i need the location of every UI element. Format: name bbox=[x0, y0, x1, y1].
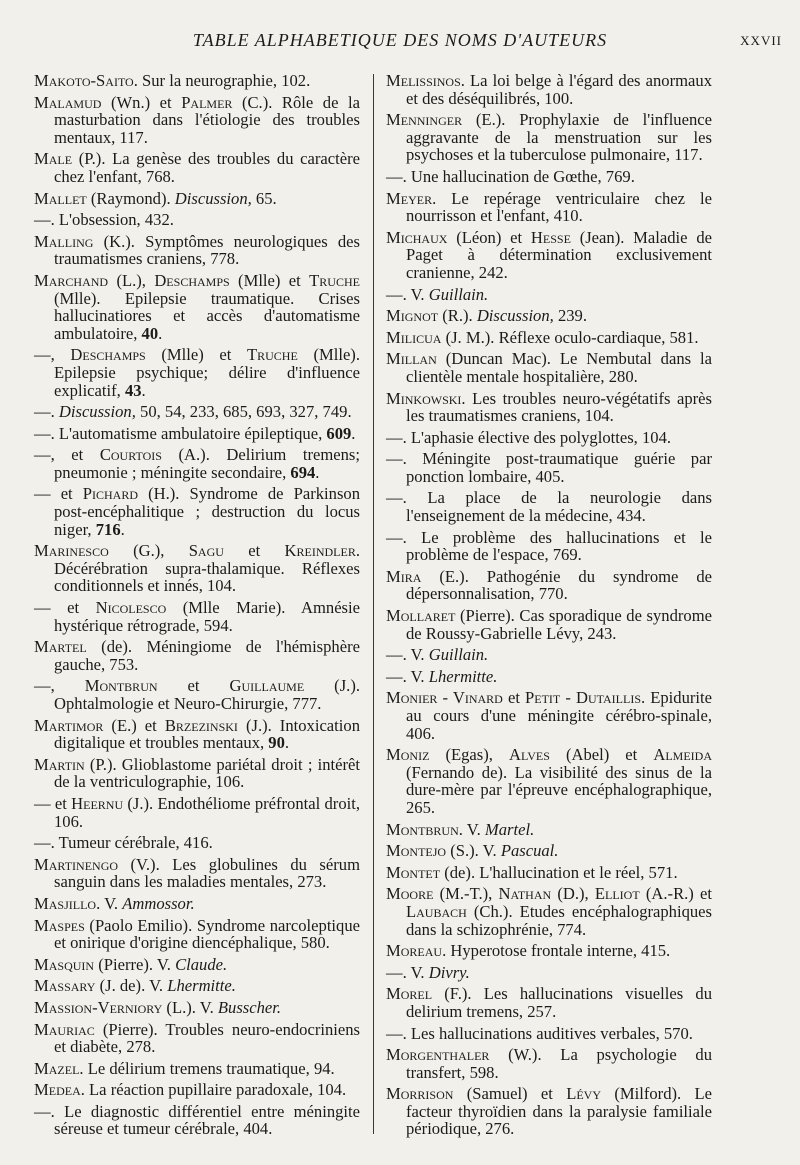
index-entry bbox=[34, 1060, 360, 1078]
index-entry bbox=[386, 842, 712, 860]
index-entry bbox=[386, 985, 712, 1020]
entry-text: (C.). Rôle de la masturbation dans l'étiologie des troubles mentaux, 117. bbox=[54, 92, 360, 147]
italic-text: Lhermitte. bbox=[167, 976, 236, 996]
index-entry bbox=[34, 94, 360, 147]
entry-text: 239. bbox=[553, 306, 587, 326]
index-entry bbox=[386, 885, 712, 938]
entry-text: . bbox=[351, 423, 356, 443]
index-entry bbox=[386, 964, 712, 982]
index-entry bbox=[34, 425, 360, 443]
entry-text: (Paolo Emilio). Syndrome narcoleptique et onirique d'origine diencéphalique, 580. bbox=[54, 915, 360, 953]
author-name: Massary bbox=[34, 976, 96, 996]
entry-text: (de). Méningiome de l'hémisphère gauche, 753. bbox=[54, 637, 360, 674]
bold-page-ref: 43 bbox=[124, 380, 142, 400]
bold-page-ref: 716 bbox=[95, 519, 121, 539]
entry-text: . bbox=[284, 733, 290, 753]
entry-text: (Egas), bbox=[429, 745, 509, 765]
column-divider bbox=[373, 74, 374, 1134]
entry-text: (H.). Syndrome de Parkinson post-encéphalitique ; destruction du locus niger, bbox=[54, 484, 360, 539]
entry-text: (Fernando de). La visibilité des sinus de la dure-mère par l'épreuve encéphalographique, 265. bbox=[406, 762, 712, 817]
author-name: Martel bbox=[34, 637, 87, 657]
entry-text: 65. bbox=[251, 188, 277, 208]
author-name: Makoto-Saito bbox=[34, 71, 134, 90]
entry-text: (J. M.). Réflexe oculo-cardiaque, 581. bbox=[441, 327, 699, 347]
index-entry bbox=[386, 1046, 712, 1081]
author-name: Heernu bbox=[71, 793, 124, 813]
entry-text: —. Tumeur cérébrale, 416. bbox=[34, 833, 213, 853]
author-name: Brzezinski bbox=[164, 715, 238, 735]
entry-text: (J.). Intoxication digitalique et troubles mentaux, bbox=[54, 715, 360, 753]
entry-text: (V.). Les globulines du sérum sanguin dans les maladies mentales, 273. bbox=[54, 854, 360, 892]
entry-text: (de). L'hallucination et le réel, 571. bbox=[440, 862, 678, 882]
entry-text: —. bbox=[34, 402, 59, 422]
index-entry bbox=[34, 190, 360, 208]
entry-text: . Sur la neurographie, 102. bbox=[133, 71, 311, 90]
index-entry bbox=[34, 917, 360, 952]
index-entry bbox=[386, 229, 712, 282]
entry-text: (A.). Delirium tremens; pneumonie ; méningite secondaire, bbox=[54, 445, 361, 482]
entry-text: —. Méningite post-traumatique guérie par ponction lombaire, 405. bbox=[386, 449, 712, 486]
author-name: Meyer bbox=[386, 188, 433, 208]
author-name: Alves bbox=[509, 745, 550, 765]
author-name: Marchand bbox=[34, 270, 109, 290]
bold-page-ref: 40 bbox=[141, 323, 159, 343]
entry-text: — et bbox=[34, 793, 72, 813]
index-entry bbox=[386, 286, 712, 304]
entry-text: (Mlle Marie). Amnésie hystérique rétrograde, 594. bbox=[54, 598, 360, 635]
author-name: Nathan bbox=[498, 884, 552, 904]
entry-text: —. V. bbox=[386, 962, 429, 982]
entry-text: (P.). Glioblastome pariétal droit ; intérêt de la ventriculographie, 106. bbox=[54, 754, 360, 792]
author-name: Mazel bbox=[34, 1058, 80, 1078]
entry-text: (Mlle). Epilepsie traumatique. Crises hallucinatiores et accès d'automatisme ambulatoire, bbox=[54, 288, 360, 343]
index-entry bbox=[386, 190, 712, 225]
author-name: Massion-Verniory bbox=[34, 997, 163, 1017]
italic-text: Claude. bbox=[175, 954, 228, 974]
author-name: Mira bbox=[386, 566, 422, 586]
entry-text: (Mlle) et bbox=[229, 270, 310, 290]
index-entry bbox=[386, 607, 712, 642]
author-name: Moreau bbox=[386, 941, 443, 961]
author-name: Mollaret bbox=[386, 606, 456, 626]
entry-text: — et bbox=[34, 598, 96, 618]
author-name: Menninger bbox=[386, 110, 463, 130]
index-entry bbox=[34, 211, 360, 229]
author-name: Masquin bbox=[34, 954, 95, 974]
page-title: TABLE ALPHABETIQUE DES NOMS D'AUTEURS bbox=[192, 30, 608, 50]
entry-text: (E.) et bbox=[103, 715, 165, 735]
entry-text: (D.), bbox=[551, 884, 595, 904]
index-entry bbox=[34, 677, 360, 712]
italic-text: Discussion, bbox=[58, 402, 136, 422]
entry-text: . bbox=[141, 380, 146, 400]
entry-text: (Ch.). Etudes encéphalographiques dans la schizophrénie, 774. bbox=[406, 901, 712, 939]
entry-text: (G.), bbox=[108, 541, 189, 561]
entry-text: —, bbox=[34, 676, 85, 696]
entry-text: —, bbox=[34, 345, 71, 365]
author-name: Petit - Dutaillis bbox=[525, 688, 641, 708]
index-entry bbox=[386, 668, 712, 686]
bold-page-ref: 609 bbox=[326, 423, 352, 443]
right-column bbox=[386, 72, 712, 1142]
entry-text: —, et bbox=[34, 445, 100, 465]
index-entry bbox=[34, 795, 360, 830]
entry-text: . Epidurite au cours d'une méningite cérébro-spinale, 406. bbox=[406, 688, 713, 743]
entry-text: . La réaction pupillaire paradoxale, 104. bbox=[80, 1080, 347, 1100]
entry-text: (L.). V. bbox=[162, 997, 218, 1017]
italic-text: Discussion, bbox=[476, 306, 554, 326]
author-name: Malling bbox=[34, 231, 94, 251]
author-name: Montbrun bbox=[386, 819, 459, 839]
author-name: Guillaume bbox=[229, 676, 305, 696]
entry-text: . bbox=[158, 323, 163, 343]
author-name: Minkowski bbox=[386, 388, 462, 408]
entry-text: (Abel) et bbox=[549, 745, 654, 765]
index-entry bbox=[386, 111, 712, 164]
index-entry bbox=[386, 746, 712, 816]
author-name: Medea bbox=[34, 1080, 81, 1100]
entry-text: (A.-R.) et bbox=[639, 884, 712, 904]
entry-text: (M.-T.), bbox=[433, 884, 499, 904]
italic-text: Divry. bbox=[428, 962, 470, 982]
index-entry bbox=[34, 403, 360, 421]
entry-text: (Jean). Maladie de Paget à détermination exclusivement cranienne, 242. bbox=[406, 227, 712, 282]
index-entry bbox=[386, 942, 712, 960]
entry-text: (J.). Ophtalmologie et Neuro-Chirurgie, 777. bbox=[54, 676, 360, 713]
italic-text: Guillain. bbox=[428, 284, 489, 304]
index-entry bbox=[386, 646, 712, 664]
italic-text: Ammossor. bbox=[122, 893, 195, 913]
author-name: Sagu bbox=[188, 541, 224, 561]
index-entry bbox=[386, 72, 712, 107]
entry-text: —. L'aphasie élective des polyglottes, 104. bbox=[386, 427, 672, 447]
entry-text: (J. de). V. bbox=[95, 976, 168, 996]
entry-text: —. V. bbox=[386, 666, 429, 686]
author-name: Millan bbox=[386, 349, 437, 369]
author-name: Courtois bbox=[99, 445, 162, 465]
index-entry bbox=[34, 346, 360, 399]
entry-text: —. L'obsession, 432. bbox=[34, 210, 174, 230]
entry-text: et bbox=[502, 688, 526, 708]
entry-text: (J.). Endothéliome préfrontal droit, 106. bbox=[54, 793, 360, 831]
italic-text: Discussion, bbox=[174, 188, 252, 208]
index-entry bbox=[386, 329, 712, 347]
author-name: Montejo bbox=[386, 841, 447, 861]
bold-page-ref: 694 bbox=[290, 462, 316, 482]
author-name: Palmer bbox=[181, 92, 233, 112]
entry-text: . Décérébration supra-thalamique. Réflexes conditionnels et innés, 104. bbox=[54, 541, 360, 596]
index-entry bbox=[34, 233, 360, 268]
entry-text: . La loi belge à l'égard des anormaux et des déséquilibrés, 100. bbox=[406, 71, 712, 108]
entry-text: . Les troubles neuro-végétatifs après les traumatismes craniens, 104. bbox=[406, 388, 712, 426]
author-name: Mallet bbox=[34, 188, 87, 208]
author-name: Truche bbox=[309, 270, 360, 290]
index-entry bbox=[34, 895, 360, 913]
entry-text: (Raymond). bbox=[86, 188, 175, 208]
entry-text: (L.), bbox=[108, 270, 155, 290]
index-entry bbox=[34, 856, 360, 891]
author-name: Montet bbox=[386, 862, 441, 882]
entry-text: —. Le problème des hallucinations et le problème de l'espace, 769. bbox=[386, 527, 712, 565]
entry-text: (Samuel) et bbox=[453, 1084, 567, 1104]
author-name: Almeida bbox=[653, 745, 712, 765]
entry-text: (F.). Les hallucinations visuelles du delirium tremens, 257. bbox=[406, 984, 712, 1021]
index-entry bbox=[34, 756, 360, 791]
entry-text: 50, 54, 233, 685, 693, 327, 749. bbox=[135, 402, 352, 422]
author-name: Masjillo bbox=[34, 893, 97, 913]
entry-text: . bbox=[120, 519, 125, 539]
author-name: Deschamps bbox=[154, 270, 230, 290]
entry-text: (Mlle) et bbox=[145, 345, 247, 365]
author-name: Montbrun bbox=[84, 676, 158, 696]
entry-text: (S.). V. bbox=[446, 841, 501, 861]
bold-page-ref: 90 bbox=[268, 733, 285, 753]
author-name: Malamud bbox=[34, 92, 102, 112]
index-entry bbox=[34, 638, 360, 673]
italic-text: Pascual. bbox=[500, 841, 559, 861]
author-name: Martinengo bbox=[34, 854, 119, 874]
page-number: XXVII bbox=[740, 33, 782, 48]
entry-text: . V. bbox=[96, 893, 123, 913]
entry-text: (Léon) et bbox=[447, 227, 531, 247]
index-entry bbox=[34, 446, 360, 481]
entry-text: et bbox=[157, 676, 230, 696]
index-entry bbox=[386, 864, 712, 882]
index-entry bbox=[386, 1025, 712, 1043]
author-name: Marinesco bbox=[34, 541, 109, 561]
entry-text: (E.). Prophylaxie de l'influence aggravante de la menstruation sur les psychoses et la tuberculose pulmonaire, 117. bbox=[406, 110, 712, 165]
italic-text: Guillain. bbox=[428, 645, 489, 665]
index-entry bbox=[34, 72, 360, 90]
index-entry bbox=[34, 150, 360, 185]
entry-text: —. V. bbox=[386, 645, 429, 665]
index-entry bbox=[34, 1103, 360, 1138]
index-entry bbox=[386, 450, 712, 485]
entry-text: et bbox=[223, 541, 285, 561]
entry-text: (E.). Pathogénie du syndrome de dépersonnalisation, 770. bbox=[406, 566, 712, 604]
index-entry bbox=[34, 977, 360, 995]
entry-text: (Wn.) et bbox=[101, 92, 182, 112]
index-entry bbox=[34, 999, 360, 1017]
author-name: Monier - Vinard bbox=[386, 688, 503, 708]
index-entry bbox=[34, 1021, 360, 1056]
entry-text: (Milford). Le facteur thyroïdien dans la paralysie familiale périodique, 276. bbox=[406, 1084, 713, 1139]
index-entry bbox=[386, 168, 712, 186]
index-entry bbox=[386, 307, 712, 325]
entry-text: . V. bbox=[458, 819, 485, 839]
index-entry bbox=[34, 956, 360, 974]
entry-text: (Mlle). Epilepsie psychique; délire d'influence explicatif, bbox=[54, 345, 360, 400]
entry-text: —. La place de la neurologie dans l'enseignement de la médecine, 434. bbox=[386, 488, 712, 526]
author-name: Martimor bbox=[34, 715, 104, 735]
index-entry bbox=[34, 717, 360, 752]
author-name: Lévy bbox=[566, 1084, 602, 1104]
entry-text: (P.). La genèse des troubles du caractère chez l'enfant, 768. bbox=[54, 149, 360, 186]
entry-text: (W.). La psychologie du transfert, 598. bbox=[406, 1045, 712, 1082]
author-name: Moore bbox=[386, 884, 434, 904]
author-name: Martin bbox=[34, 754, 85, 774]
index-entry bbox=[386, 529, 712, 564]
index-entry bbox=[34, 542, 360, 595]
entry-text: (R.). bbox=[438, 306, 477, 326]
index-entry bbox=[386, 350, 712, 385]
entry-text: (Duncan Mac). Le Nembutal dans la clientèle mentale hospitalière, 280. bbox=[406, 349, 712, 386]
author-name: Pichard bbox=[82, 484, 139, 504]
index-entry bbox=[386, 489, 712, 524]
author-name: Melissinos bbox=[386, 71, 461, 90]
entry-text: —. Une hallucination de Gœthe, 769. bbox=[386, 166, 635, 186]
author-name: Nicolesco bbox=[95, 598, 167, 618]
entry-text: —. V. bbox=[386, 284, 429, 304]
entry-text: (K.). Symptômes neurologiques des traumatismes craniens, 778. bbox=[54, 231, 360, 269]
entry-text: —. Le diagnostic différentiel entre méningite séreuse et tumeur cérébrale, 404. bbox=[34, 1101, 360, 1139]
entry-text: . Le délirium tremens traumatique, 94. bbox=[79, 1058, 335, 1078]
author-name: Milicua bbox=[386, 327, 442, 347]
author-name: Mignot bbox=[386, 306, 439, 326]
index-entry bbox=[34, 1081, 360, 1099]
author-name: Morgenthaler bbox=[386, 1045, 490, 1065]
entry-text: (Pierre). Cas sporadique de syndrome de Roussy-Gabrielle Lévy, 243. bbox=[406, 606, 712, 643]
index-entry bbox=[386, 821, 712, 839]
index-entry bbox=[34, 272, 360, 342]
author-name: Elliot bbox=[594, 884, 640, 904]
index-entry bbox=[386, 1085, 712, 1138]
index-entry bbox=[386, 689, 712, 742]
author-name: Kreindler bbox=[284, 541, 356, 561]
index-entry bbox=[386, 390, 712, 425]
author-name: Laubach bbox=[406, 901, 467, 921]
author-name: Morel bbox=[386, 984, 433, 1004]
author-name: Michaux bbox=[386, 227, 448, 247]
italic-text: Martel. bbox=[484, 819, 535, 839]
author-name: Deschamps bbox=[70, 345, 146, 365]
author-name: Male bbox=[34, 149, 73, 169]
author-name: Truche bbox=[247, 345, 298, 365]
entry-text: — et bbox=[34, 484, 83, 504]
index-entry bbox=[386, 568, 712, 603]
author-name: Hesse bbox=[530, 227, 571, 247]
index-entry bbox=[34, 599, 360, 634]
left-column bbox=[34, 72, 360, 1142]
entry-text: —. Les hallucinations auditives verbales, 570. bbox=[386, 1023, 693, 1043]
author-name: Morrison bbox=[386, 1084, 454, 1104]
entry-text: (Pierre). Troubles neuro-endocriniens et diabète, 278. bbox=[54, 1019, 360, 1057]
entry-text: —. L'automatisme ambulatoire épileptique, bbox=[34, 423, 327, 443]
italic-text: Lhermitte. bbox=[428, 666, 498, 686]
author-name: Maspes bbox=[34, 915, 85, 935]
italic-text: Busscher. bbox=[217, 997, 282, 1017]
author-name: Moniz bbox=[386, 745, 430, 765]
entry-text: . Hyperotose frontale interne, 415. bbox=[442, 941, 671, 961]
entry-text: . bbox=[315, 462, 320, 482]
index-entry bbox=[34, 834, 360, 852]
index-entry bbox=[34, 485, 360, 538]
entry-text: . Le repérage ventriculaire chez le nourrisson et l'enfant, 410. bbox=[406, 188, 712, 226]
author-name: Mauriac bbox=[34, 1019, 95, 1039]
entry-text: (Pierre). V. bbox=[94, 954, 176, 974]
page-header bbox=[0, 30, 800, 54]
index-entry bbox=[386, 429, 712, 447]
